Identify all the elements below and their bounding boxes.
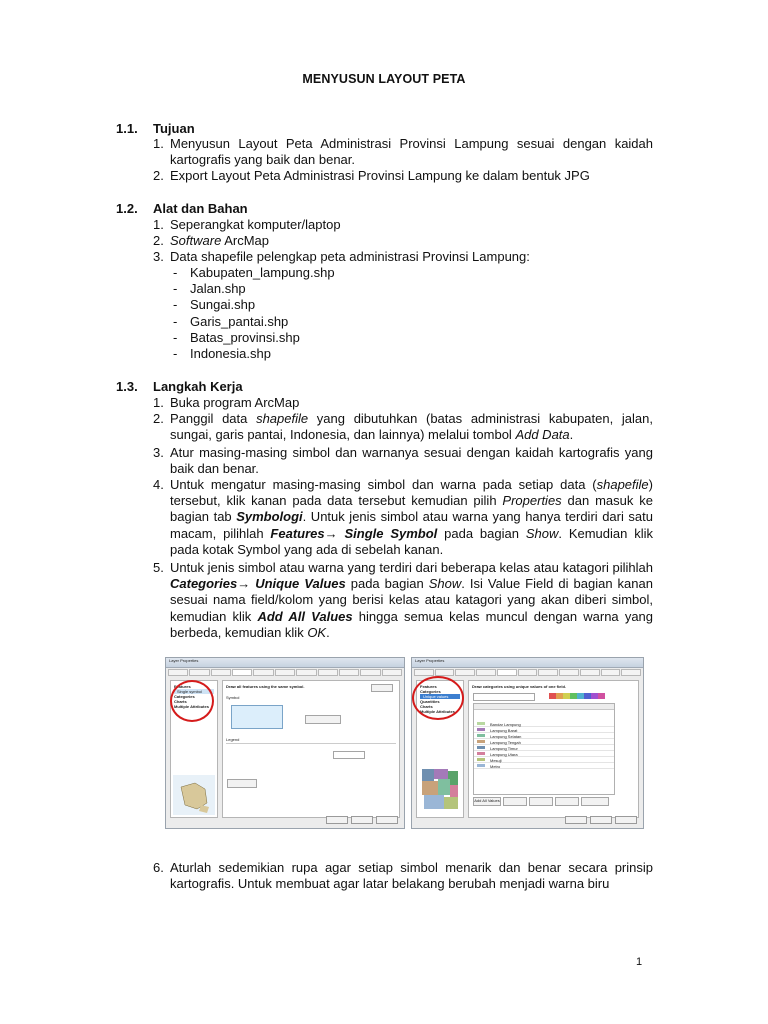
text-run: Panggil data	[170, 411, 257, 426]
text-run: Untuk jenis simbol atau warna yang terdiri dari beberapa kelas atau katagori pilihlah	[170, 560, 653, 575]
section-heading-langkah	[116, 379, 243, 394]
item-number: 1.	[153, 395, 164, 410]
item-number: 1.	[153, 136, 164, 151]
window-titlebar	[166, 658, 404, 668]
italic-text: OK	[307, 624, 327, 640]
show-item: Features	[420, 684, 437, 689]
ok-button[interactable]	[565, 816, 587, 824]
list-item	[153, 445, 653, 477]
advanced-button[interactable]	[581, 797, 609, 806]
map-thumbnail	[419, 765, 461, 815]
bold-italic-text: Add All Values	[257, 608, 353, 624]
page-number: 1	[636, 956, 643, 968]
dialog-buttons	[326, 816, 398, 824]
item-number: 2.	[153, 168, 164, 183]
file-list-item	[173, 281, 473, 297]
window-titlebar	[412, 658, 643, 668]
show-item: Quantities	[420, 699, 440, 704]
item-number: 4.	[153, 477, 164, 492]
row-label: Lampung Selatan	[490, 734, 522, 739]
file-name: Indonesia.shp	[190, 346, 271, 361]
row-label: Bandar Lampung	[490, 722, 521, 727]
dash-bullet: -	[173, 281, 178, 296]
arrow-glyph: →	[324, 525, 338, 541]
show-item: Multiple Attributes	[174, 704, 209, 709]
item-number: 6.	[153, 860, 164, 875]
text-run: dan masuk ke bagian tab	[170, 493, 653, 525]
list-item	[153, 136, 653, 168]
section-label: Alat dan Bahan	[153, 201, 248, 216]
text-run: pada bagian	[345, 576, 429, 592]
page-title: MENYUSUN LAYOUT PETA	[302, 72, 466, 86]
text-run: ArcMap	[221, 233, 269, 248]
symbology-panel	[222, 680, 400, 818]
item-text: Atur masing-masing simbol dan warnanya sesuai dengan kaidah kartografis yang baik dan benar.	[170, 445, 653, 477]
section-label: Langkah Kerja	[153, 379, 243, 394]
dash-bullet: -	[173, 265, 178, 280]
value-field-select[interactable]	[473, 693, 535, 701]
section-heading-tujuan	[116, 121, 195, 136]
item-text: Export Layout Peta Administrasi Provinsi Lampung ke dalam bentuk JPG	[170, 168, 590, 183]
bold-italic-text: Single Symbol	[337, 525, 438, 541]
remove-all-button[interactable]	[555, 797, 579, 806]
list-item	[153, 233, 653, 249]
text-run: . Isi Value Field di bagian kanan sesuai nama field/kolom yang berisi kelas atau katagori yang akan diberi simbol, kemudian klik	[170, 576, 653, 624]
show-item: Categories	[420, 689, 441, 694]
table-row[interactable]	[474, 728, 614, 733]
item-text: Menyusun Layout Peta Administrasi Provinsi Lampung sesuai dengan kaidah kartografis yang baik dan benar.	[170, 136, 653, 168]
panel-heading: Draw categories using unique values of one field.	[472, 684, 567, 689]
label-field[interactable]	[333, 751, 365, 759]
italic-text: shapefile	[596, 477, 649, 492]
item-text: Buka program ArcMap	[170, 395, 300, 410]
show-item: Charts	[174, 699, 187, 704]
legend-label: Legend	[226, 737, 240, 742]
row-label: Lampung Barat	[490, 728, 518, 733]
table-row[interactable]	[474, 758, 614, 763]
apply-button[interactable]	[615, 816, 637, 824]
symbology-panel	[468, 680, 639, 818]
list-item	[153, 168, 653, 184]
italic-text: Show	[428, 576, 462, 592]
italic-text: Show	[525, 525, 559, 541]
screenshot-unique-values	[411, 657, 644, 829]
text-run: pada bagian	[437, 525, 526, 541]
section-number: 1.2.	[116, 201, 138, 216]
list-item	[153, 477, 653, 558]
show-item: Charts	[420, 704, 433, 709]
text-run: Untuk mengatur masing-masing simbol dan warna pada setiap data (	[170, 477, 597, 492]
symbol-swatch[interactable]	[231, 705, 283, 729]
item-text: Seperangkat komputer/laptop	[170, 217, 341, 232]
map-thumbnail	[173, 775, 215, 815]
table-row[interactable]	[474, 764, 614, 769]
remove-button[interactable]	[529, 797, 553, 806]
item-number: 2.	[153, 411, 164, 426]
dash-bullet: -	[173, 346, 178, 361]
list-item	[153, 411, 653, 443]
list-item	[153, 860, 653, 892]
section-number: 1.1.	[116, 121, 138, 136]
italic-text: Add Data	[515, 427, 570, 443]
item-number: 3.	[153, 445, 164, 460]
item-number: 2.	[153, 233, 164, 248]
file-name: Jalan.shp	[190, 281, 246, 296]
row-label: Lampung Tengah	[490, 740, 521, 745]
button-label: Add All Values	[474, 798, 500, 803]
dialog-buttons	[565, 816, 637, 824]
description-button[interactable]	[227, 779, 257, 788]
item-number: 3.	[153, 249, 164, 264]
section-label: Tujuan	[153, 121, 195, 136]
file-list-item	[173, 297, 473, 313]
table-row[interactable]	[474, 752, 614, 757]
list-item	[153, 560, 653, 641]
dash-bullet: -	[173, 330, 178, 345]
italic-text: Software	[170, 233, 222, 248]
section-number: 1.3.	[116, 379, 138, 394]
file-name: Kabupaten_lampung.shp	[190, 265, 335, 280]
window-title: Layer Properties	[169, 658, 199, 663]
import-button[interactable]	[371, 684, 393, 692]
italic-text: Properties	[502, 493, 562, 509]
file-name: Batas_provinsi.shp	[190, 330, 300, 345]
tab-strip	[412, 668, 643, 677]
text-run: . Kemudian klik pada kotak Symbol yang ada di sebelah kanan.	[170, 525, 653, 557]
item-text	[170, 560, 653, 641]
item-text: Aturlah sedemikian rupa agar setiap simbol menarik dan benar secara prinsip kartografis. Untuk membuat agar latar belakang berubah menjadi warna biru	[170, 860, 653, 892]
dash-bullet: -	[173, 314, 178, 329]
dash-bullet: -	[173, 297, 178, 312]
item-text	[170, 477, 653, 558]
bold-italic-text: Categories	[170, 576, 238, 592]
bold-italic-text: Unique Values	[250, 576, 346, 592]
text-run: .	[569, 427, 574, 443]
item-number: 1.	[153, 217, 164, 232]
values-table	[473, 703, 615, 795]
list-item	[153, 249, 653, 265]
screenshot-single-symbol	[165, 657, 405, 829]
color-ramp[interactable]	[549, 693, 605, 699]
file-list-item	[173, 346, 473, 362]
table-row[interactable]	[474, 740, 614, 745]
table-row[interactable]	[474, 722, 614, 727]
symbol-label: Symbol	[226, 695, 240, 700]
text-run: . Untuk jenis simbol atau warna yang hanya terdiri dari satu macam, pilihlah	[170, 509, 653, 541]
file-list-item	[173, 314, 473, 330]
show-item: Single symbol	[174, 689, 214, 694]
cancel-button[interactable]	[590, 816, 612, 824]
text-run: hingga semua kelas muncul dengan warna yang berbeda, kemudian klik	[170, 608, 654, 640]
advanced-button[interactable]	[305, 715, 341, 724]
cancel-button[interactable]	[351, 816, 373, 824]
show-item: Features	[174, 684, 191, 689]
show-item: Multiple Attributes	[420, 709, 455, 714]
row-label: Lampung Utara	[490, 752, 518, 757]
add-values-button[interactable]	[503, 797, 527, 806]
tab-strip	[166, 668, 404, 677]
ok-button[interactable]	[326, 816, 348, 824]
list-item	[153, 395, 653, 411]
window-title: Layer Properties	[415, 658, 445, 663]
list-item	[153, 217, 653, 233]
apply-button[interactable]	[376, 816, 398, 824]
row-label: Metro	[490, 764, 501, 769]
item-text	[170, 411, 653, 443]
italic-text: shapefile	[256, 411, 309, 426]
row-label: Lampung Timur	[490, 746, 518, 751]
bold-italic-text: Symbologi	[236, 509, 303, 525]
file-name: Sungai.shp	[190, 297, 256, 312]
file-list-item	[173, 265, 473, 281]
item-number: 5.	[153, 560, 164, 575]
highlight-ring	[412, 676, 464, 720]
item-text	[170, 233, 653, 249]
show-item: Unique values	[420, 694, 460, 699]
arrow-glyph: →	[237, 576, 251, 592]
text-run: yang dibutuhkan (batas administrasi kabupaten, jalan, sungai, garis pantai, Indonesia, dan lainnya) melalui tombol	[170, 411, 653, 443]
row-label: Mesuji	[490, 758, 502, 763]
table-row[interactable]	[474, 734, 614, 739]
section-heading-alat	[116, 201, 248, 216]
item-text: Data shapefile pelengkap peta administrasi Provinsi Lampung:	[170, 249, 530, 264]
file-list-item	[173, 330, 473, 346]
add-all-values-button[interactable]	[473, 797, 501, 806]
highlight-ring	[170, 680, 214, 722]
text-run: ) tersebut, klik kanan pada data tersebut kemudian pilih	[170, 477, 653, 509]
table-row[interactable]	[474, 746, 614, 751]
panel-heading: Draw all features using the same symbol.	[226, 684, 305, 689]
show-item: Categories	[174, 694, 195, 699]
file-name: Garis_pantai.shp	[190, 314, 289, 329]
text-run: .	[326, 624, 330, 640]
bold-italic-text: Features	[270, 525, 325, 541]
